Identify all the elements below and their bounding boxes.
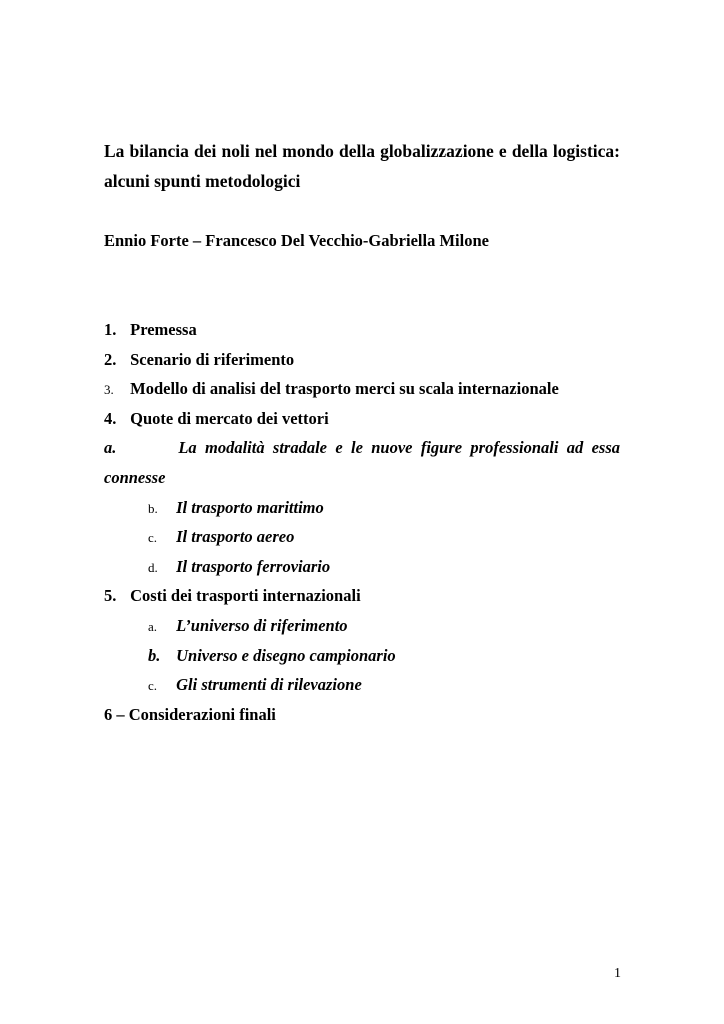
toc-subitem-number: b. (148, 500, 158, 516)
toc-item-number: 3. (104, 382, 114, 398)
toc-item-number: 5. (104, 586, 117, 606)
toc-item-quote (104, 404, 620, 434)
toc-subitem-number: b. (148, 645, 161, 665)
toc-subitem-word: stradale (272, 438, 328, 458)
toc-subitem-word: La (178, 438, 197, 458)
toc-item-number: 2. (104, 349, 117, 369)
toc-subitem-word: figure (420, 438, 463, 458)
toc-subitem-word: le (351, 438, 363, 458)
authors-line: Ennio Forte – Francesco Del Vecchio-Gabriella Milone (104, 231, 489, 250)
toc-subitem-word: e (335, 438, 343, 458)
toc-subitem-word: nuove (371, 438, 413, 458)
toc-item-premessa (104, 315, 620, 345)
toc-subitem-continuation: connesse (104, 467, 166, 487)
toc-subitem-label: Il trasporto ferroviario (176, 556, 331, 576)
toc-item-label: Scenario di riferimento (130, 349, 295, 369)
toc-subitem-label: Gli strumenti di rilevazione (176, 675, 362, 695)
toc-item-number: 1. (104, 320, 117, 339)
toc-subitem-modalita-stradale (104, 433, 620, 463)
toc-subitem-word: ad (566, 438, 584, 458)
toc-subitem-universo (104, 611, 620, 641)
toc-item-modello (104, 374, 620, 404)
toc-item-label: Modello di analisi del trasporto merci su scala internazionale (130, 379, 559, 399)
toc-subitem-label: Il trasporto marittimo (176, 497, 324, 517)
toc-item-label: Costi dei trasporti internazionali (130, 586, 361, 606)
toc-subitem-label: L’universo di riferimento (176, 615, 348, 635)
toc-subitem-ferroviario (104, 552, 620, 582)
toc-subitem-aereo (104, 522, 620, 552)
page-number: 1 (614, 966, 621, 981)
toc-subitem-word: essa (591, 438, 620, 458)
toc-subitem-label: Il trasporto aereo (176, 527, 295, 547)
toc-item-number: 4. (104, 408, 117, 428)
document-title: La bilancia dei noli nel mondo della globalizzazione e della logistica: alcuni spunti metodologici (104, 141, 620, 191)
table-of-contents (104, 315, 620, 729)
toc-item-considerazioni: 6 – Considerazioni finali (104, 704, 276, 724)
toc-subitem-marittimo (104, 493, 620, 523)
toc-subitem-label: Universo e disegno campionario (176, 645, 396, 665)
toc-item-costi (104, 581, 620, 611)
toc-item-label: Premessa (130, 320, 197, 339)
toc-subitem-number: d. (148, 559, 158, 575)
toc-subitem-number: c. (148, 678, 158, 694)
toc-subitem-number: c. (148, 530, 158, 546)
toc-subitem-number: a. (148, 618, 158, 634)
toc-subitem-word: modalità (205, 438, 265, 458)
toc-item-scenario (104, 345, 620, 375)
toc-subitem-disegno-campionario (104, 641, 620, 671)
toc-subitem-number: a. (104, 438, 117, 458)
toc-subitem-word: professionali (470, 438, 559, 458)
toc-subitem-strumenti (104, 670, 620, 700)
toc-item-label: Quote di mercato dei vettori (130, 408, 329, 428)
